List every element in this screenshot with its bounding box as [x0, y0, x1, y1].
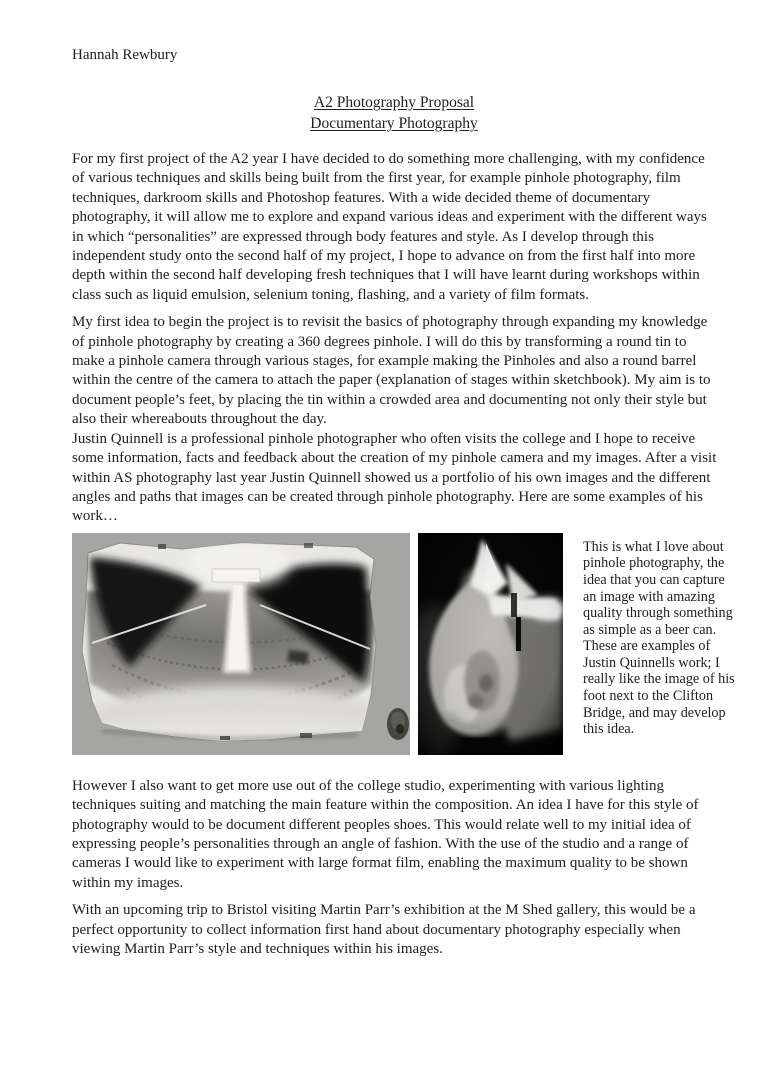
pinhole-bridge-photo [72, 533, 410, 755]
paragraph-bristol: With an upcoming trip to Bristol visiting Martin Parr’s exhibition at the M Shed gallery, this would be a perfect opportunity to collect information first hand about documentary photography especially when viewing Martin Parr’s style and techniques within his images. [72, 902, 696, 957]
document-title [72, 92, 716, 134]
pinhole-foot-photo [418, 533, 563, 755]
author-name: Hannah Rewbury [72, 47, 178, 63]
title-line-2: Documentary Photography [310, 115, 478, 132]
title-line-1: A2 Photography Proposal [313, 94, 475, 111]
paragraph-first-idea: My first idea to begin the project is to revisit the basics of photography through expanding my knowledge of pinhole photography by creating a 360 degrees pinhole. I will do this by transforming a round tin to make a pinhole camera through various stages, for example making the Pinholes and also a round barrel within the centre of the camera to attach the paper (explanation of stages within sketchbook). My aim is to document people’s feet, by placing the tin within a crowded area and documenting not only their style but also their whereabouts throughout the day. [72, 314, 711, 428]
figure-row [72, 533, 735, 755]
paragraph-intro: For my first project of the A2 year I have decided to do something more challenging, with my confidence of various techniques and skills being built from the first year, for example pinhole photography, film techniques, darkroom skills and Photoshop features. With a wide decided theme of documentary photography, it will allow me to explore and expand various ideas and experiment with the different ways in which “personalities” are expressed through body features and style. As I develop through this independent study onto the second half of my project, I hope to advance on from the first half into more depth within the second half developing fresh techniques that I will have learnt during workshops within class such as liquid emulsion, selenium toning, flashing, and a variety of film formats. [72, 151, 707, 303]
paragraph-studio: However I also want to get more use out of the college studio, experimenting with various lighting techniques suiting and matching the main feature within the composition. An idea I have for this style of photography would to be document different peoples shoes. This would relate well to my initial idea of expressing people’s personalities through an angle of fashion. With the use of the studio and a range of cameras I would like to experiment with large format film, enabling the maximum quality to be shown within my images. [72, 777, 699, 891]
image-caption: This is what I love about pinhole photography, the idea that you can capture an image with amazing quality through something as simple as a beer can. These are examples of Justin Quinnells work; I really like the image of his foot next to the Clifton Bridge, and may develop this idea. [583, 538, 735, 738]
paragraph-justin-quinnell: Justin Quinnell is a professional pinhole photographer who often visits the college and I hope to receive some information, facts and feedback about the creation of my pinhole camera and my images. After a visit within AS photography last year Justin Quinnell showed us a portfolio of his own images and the different angles and paths that images can be created through pinhole photography. Here are some examples of his work… [72, 430, 717, 525]
